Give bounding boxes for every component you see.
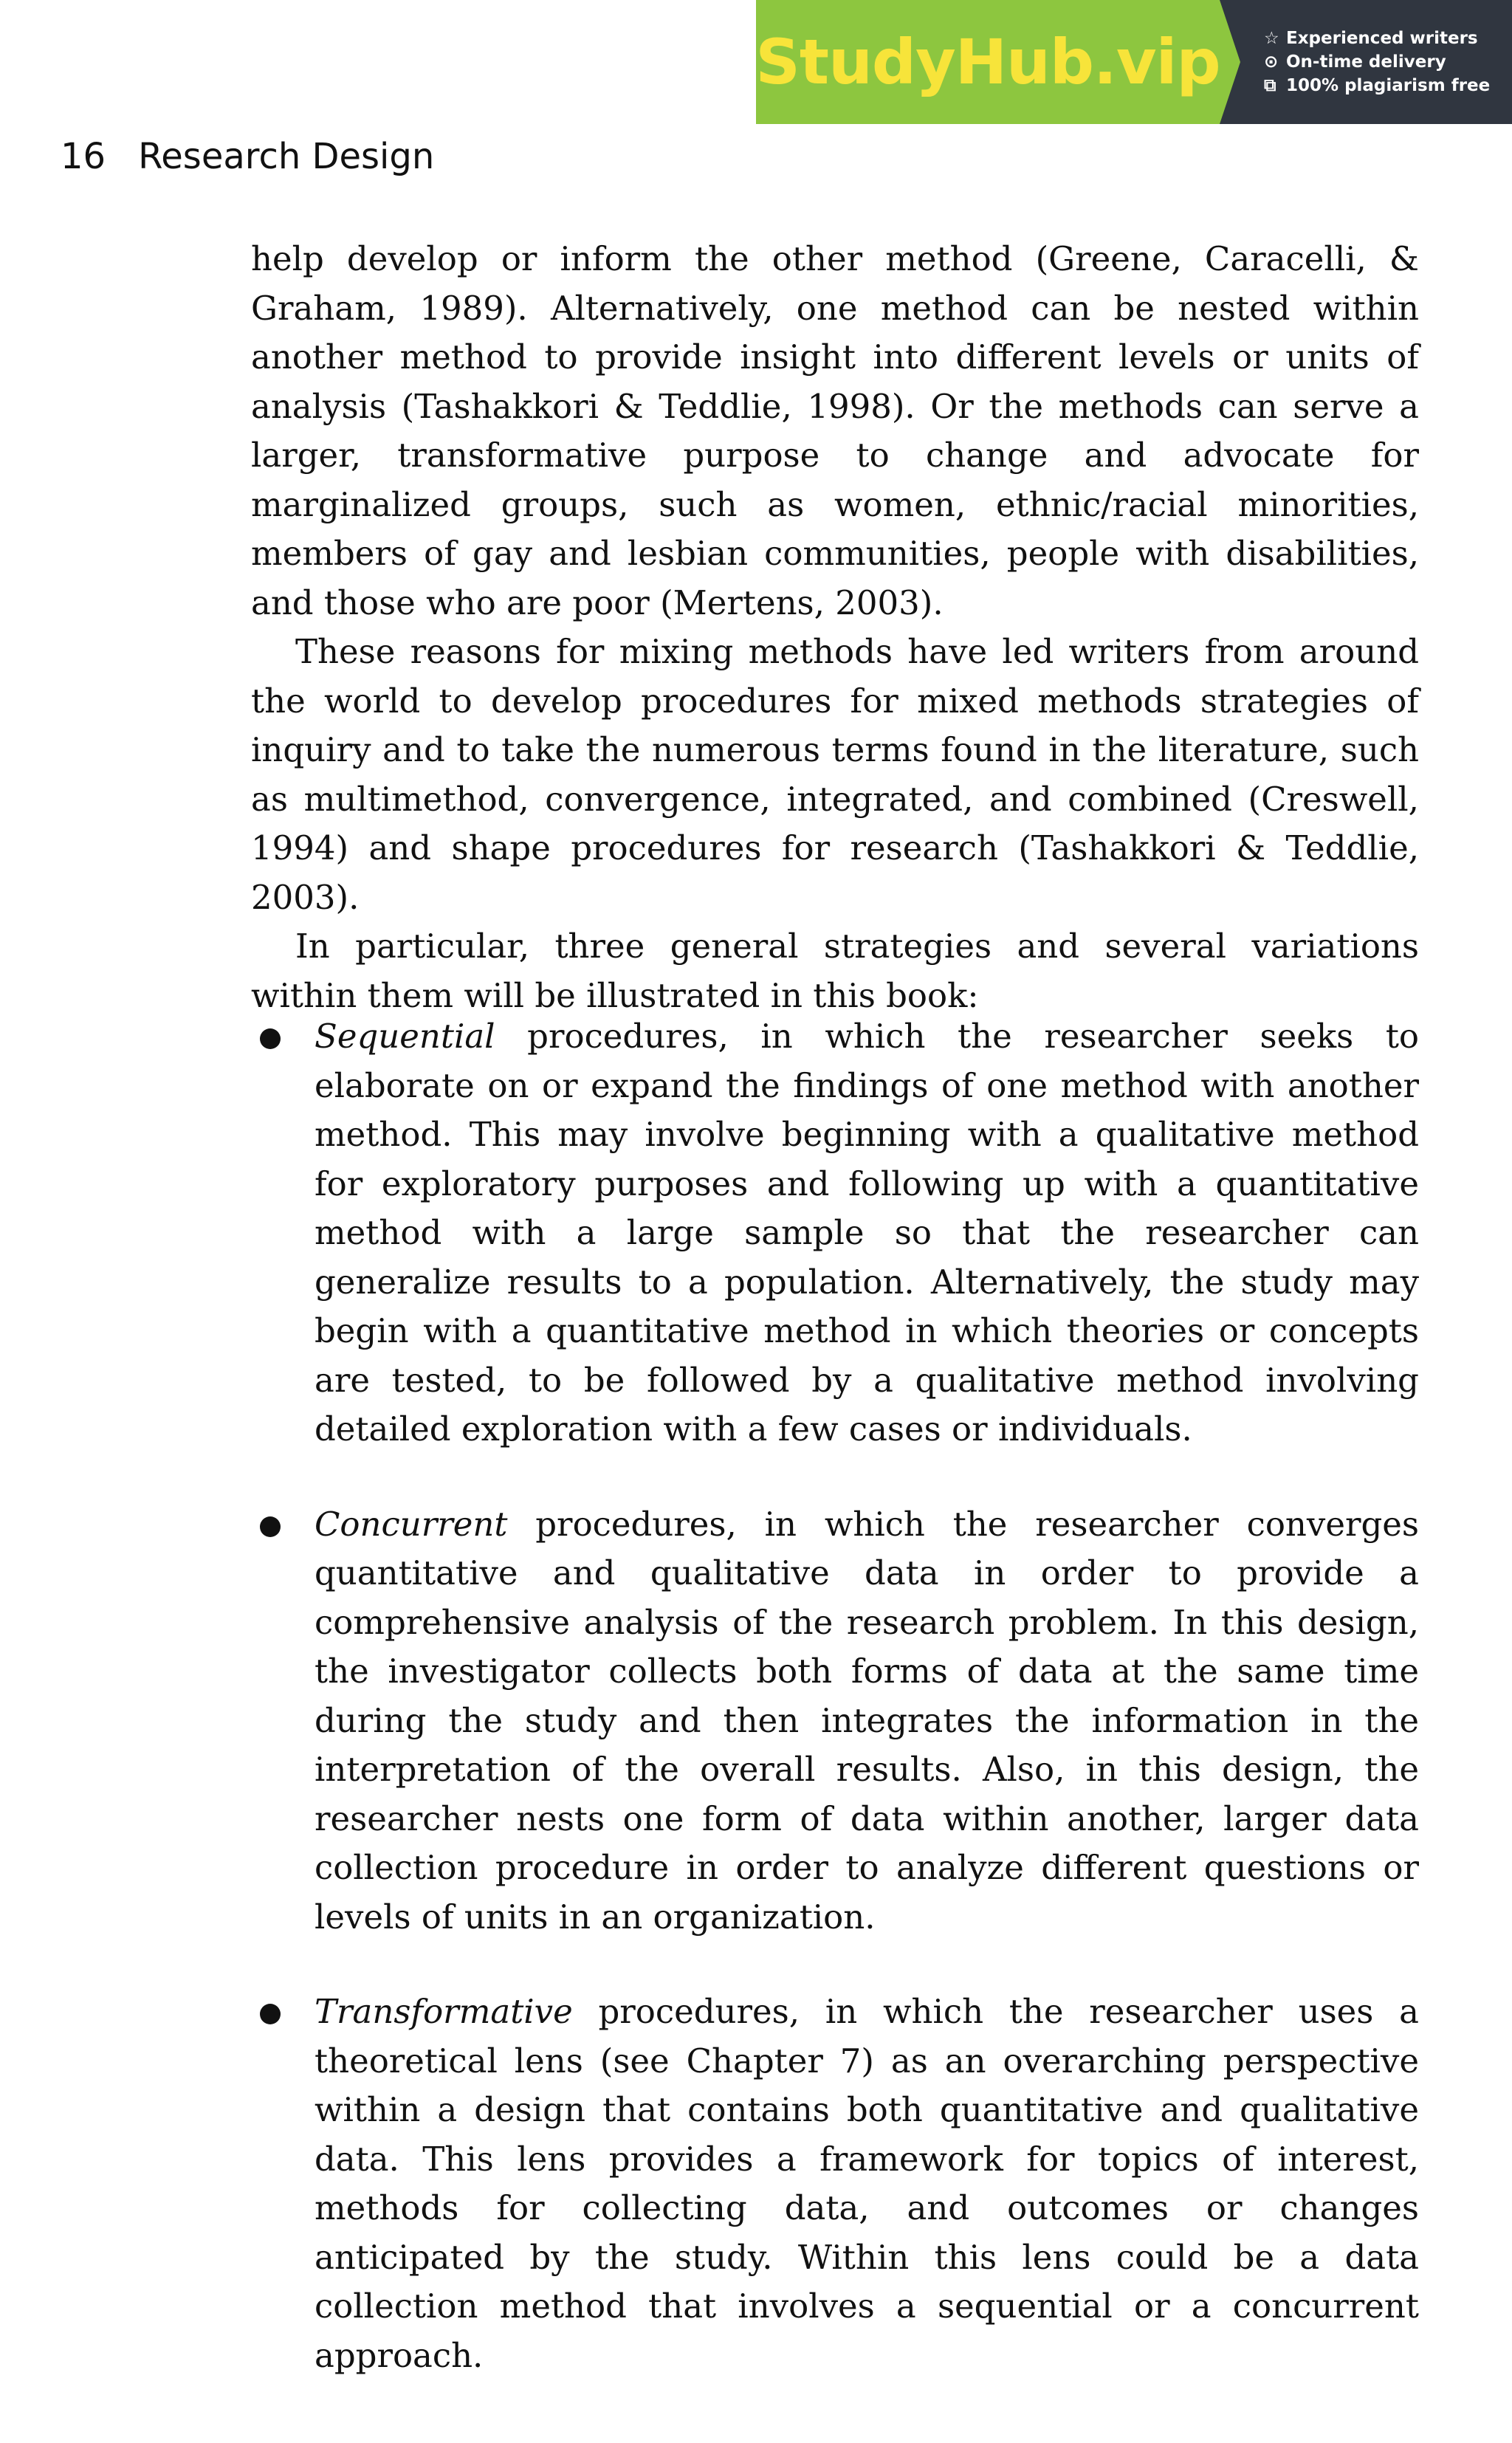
feature-text: On-time delivery <box>1286 52 1446 72</box>
paragraph: help develop or inform the other method (Greene, Caracelli, & Graham, 1989). Alternatively, one method can be nested within another method to provide insight into different levels or units of analysis (Tashakkori & Teddlie, 1998). Or the methods can serve a larger, transformative purpose to change and advocate for marginalized groups, such as women, ethnic/racial minorities, members of gay and lesbian communities, people with disabilities, and those who are poor (Mertens, 2003). <box>251 239 1419 622</box>
copy-check-icon: ⧉ <box>1264 76 1276 95</box>
list-item <box>251 1012 1419 1454</box>
strategy-term: Sequential <box>315 1017 495 1056</box>
strategy-description: procedures, in which the researcher converges quantitative and qualitative data in order to provide a comprehensive analysis of the research problem. In this design, the investigator collects both forms of data at the same time during the study and then integrates the information in the interpretation of the overall results. Also, in this design, the researcher nests one form of data within another, larger data collection procedure in order to analyze different questions or levels of units in an organization. <box>315 1504 1419 1937</box>
strategy-description: procedures, in which the researcher seeks to elaborate on or expand the findings of one method with another method. This may involve beginning with a qualitative method for exploratory purposes and following up with a quantitative method with a large sample so that the researcher can generalize results to a population. Alternatively, the study may begin with a quantitative method in which theories or concepts are tested, to be followed by a qualitative method involving detailed exploration with a few cases or individuals. <box>315 1017 1419 1449</box>
list-item <box>251 1500 1419 1942</box>
strategy-description: procedures, in which the researcher uses a theoretical lens (see Chapter 7) as an overarching perspective within a design that contains both quantitative and qualitative data. This lens provides a framework for topics of interest, methods for collecting data, and outcomes or changes anticipated by the study. Within this lens could be a data collection method that involves a sequential or a concurrent approach. <box>315 1992 1419 2375</box>
strategy-term: Transformative <box>315 1992 573 2031</box>
bullet-icon <box>260 1028 281 1049</box>
feature-text: 100% plagiarism free <box>1286 76 1491 95</box>
clock-icon: ⊙ <box>1264 52 1279 72</box>
brand-logo: StudyHub.vip <box>755 26 1220 98</box>
bullet-icon <box>260 2004 281 2024</box>
body-text <box>251 235 1419 1020</box>
feature-text: Experienced writers <box>1286 29 1478 48</box>
paragraph: These reasons for mixing methods have led writers from around the world to develop procedures for mixed methods strategies of inquiry and to take the numerous terms found in the literature, such as multimethod, convergence, integrated, and combined (Creswell, 1994) and shape procedures for research (Tashakkori & Teddlie, 2003). <box>251 632 1419 917</box>
feature-item <box>1264 52 1512 72</box>
strategy-term: Concurrent <box>315 1504 508 1544</box>
star-outline-icon: ☆ <box>1264 29 1279 48</box>
page-number: 16 <box>61 136 106 177</box>
feature-item <box>1264 29 1512 48</box>
watermark-banner[interactable] <box>756 0 1512 124</box>
strategy-list <box>251 1012 1419 2380</box>
brand-panel <box>756 0 1220 124</box>
feature-item <box>1264 76 1512 95</box>
bullet-icon <box>260 1516 281 1537</box>
chapter-title: Research Design <box>138 136 435 177</box>
paragraph: In particular, three general strategies and several variations within them will be illustrated in this book: <box>251 927 1419 1015</box>
list-item <box>251 1987 1419 2380</box>
feature-list <box>1220 0 1512 124</box>
running-header <box>61 136 434 177</box>
